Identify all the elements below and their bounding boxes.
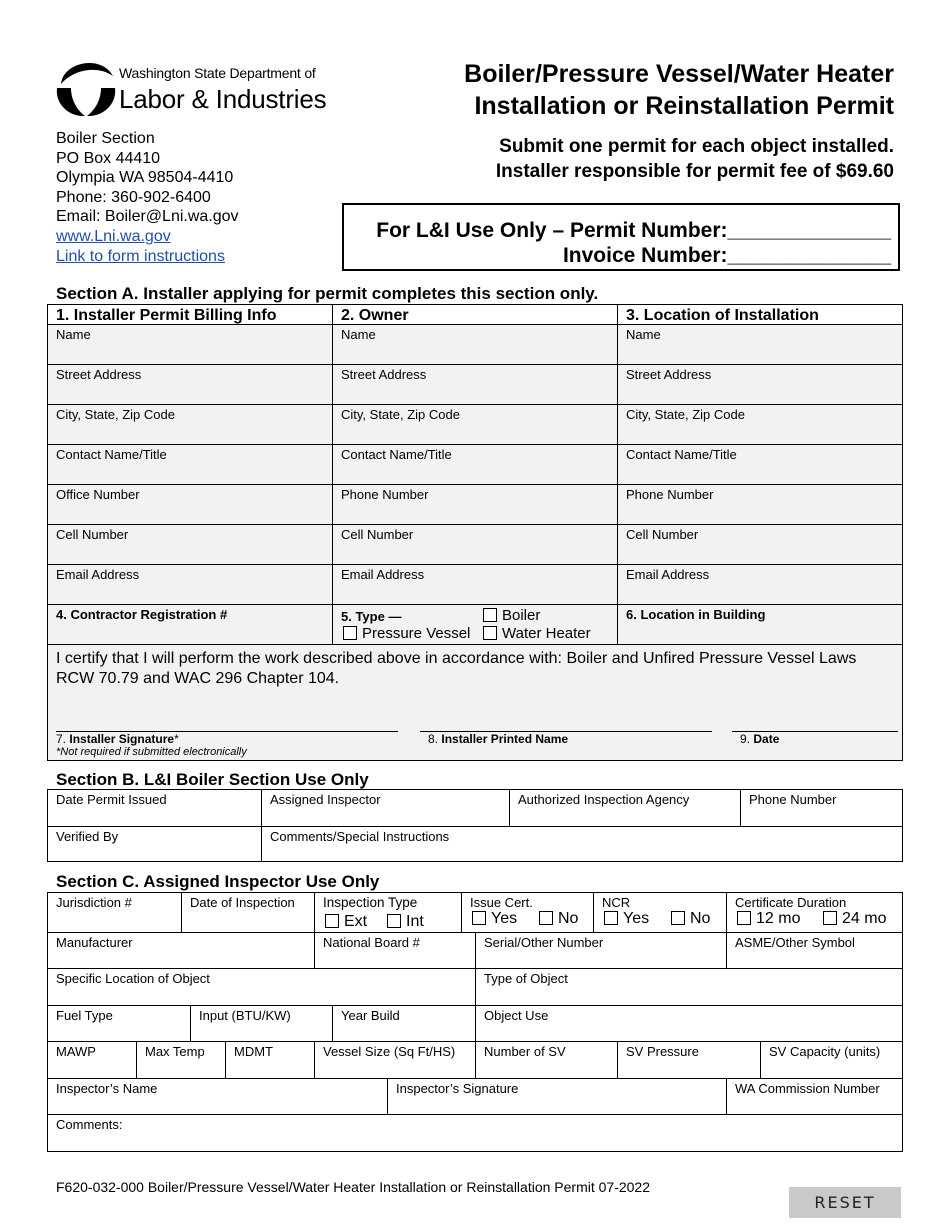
inspector-signature-field[interactable]: Inspector’s Signature <box>387 1078 727 1115</box>
form-subtitle <box>496 134 894 184</box>
subtitle-line1: Submit one permit for each object installed. <box>499 136 894 157</box>
type-cell <box>332 604 618 645</box>
type-of-object-field[interactable]: Type of Object <box>475 968 903 1006</box>
lni-logo-icon <box>55 54 117 118</box>
installer-office-field[interactable]: Office Number <box>47 484 333 525</box>
checkbox-icon <box>671 911 685 925</box>
jurisdiction-field[interactable]: Jurisdiction # <box>47 892 182 933</box>
type-label: 5. Type — <box>341 609 402 624</box>
section-a-title: Section A. Installer applying for permit completes this section only. <box>56 284 599 303</box>
certification-block <box>47 644 903 761</box>
checkbox-icon <box>823 911 837 925</box>
installer-city-field[interactable]: City, State, Zip Code <box>47 404 333 445</box>
date-of-inspection-field[interactable]: Date of Inspection <box>181 892 315 933</box>
serial-number-field[interactable]: Serial/Other Number <box>475 932 727 969</box>
location-cell-field[interactable]: Cell Number <box>617 524 903 565</box>
ncr-no-option[interactable]: No <box>671 910 710 928</box>
vessel-size-field[interactable]: Vessel Size (Sq Ft/HS) <box>314 1041 476 1079</box>
section-c-title: Section C. Assigned Inspector Use Only <box>56 872 380 891</box>
installer-street-field[interactable]: Street Address <box>47 364 333 405</box>
location-street-field[interactable]: Street Address <box>617 364 903 405</box>
ncr-cell: NCR Yes No <box>593 892 727 933</box>
input-btu-field[interactable]: Input (BTU/KW) <box>190 1005 333 1042</box>
signature-note: *Not required if submitted electronically <box>56 746 247 758</box>
section-b-phone-field[interactable]: Phone Number <box>740 789 903 827</box>
lni-use-box <box>342 203 900 271</box>
type-boiler-option[interactable]: Boiler <box>483 607 540 624</box>
certification-text: I certify that I will perform the work described above in accordance with: Boiler and Unfired Pressure Vessel Laws RCW 70.79 and WAC 296 Chapter 104. <box>56 650 857 687</box>
checkbox-icon <box>483 608 497 622</box>
title-line1: Boiler/Pressure Vessel/Water Heater <box>464 60 894 88</box>
max-temp-field[interactable]: Max Temp <box>136 1041 226 1079</box>
type-pressure-vessel-option[interactable]: Pressure Vessel <box>343 625 470 642</box>
form-title <box>464 58 894 122</box>
address-line: PO Box 44410 <box>56 149 161 167</box>
asme-symbol-field[interactable]: ASME/Other Symbol <box>726 932 903 969</box>
owner-contact-field[interactable]: Contact Name/Title <box>332 444 618 485</box>
issue-cert-yes-option[interactable]: Yes <box>472 910 517 928</box>
comments-field[interactable]: Comments: <box>47 1114 903 1152</box>
duration-12mo-option[interactable]: 12 mo <box>737 910 800 928</box>
invoice-number-field[interactable]: Invoice Number:______________ <box>562 244 891 267</box>
address-line: Email: Boiler@Lni.wa.gov <box>56 208 239 226</box>
year-build-field[interactable]: Year Build <box>332 1005 476 1042</box>
specific-location-field[interactable]: Specific Location of Object <box>47 968 476 1006</box>
website-link[interactable]: www.Lni.wa.gov <box>56 227 171 245</box>
number-of-sv-field[interactable]: Number of SV <box>475 1041 618 1079</box>
date-label: 9. Date <box>740 732 780 746</box>
col2-header: 2. Owner <box>341 307 409 324</box>
checkbox-icon <box>472 911 486 925</box>
printed-name-label: 8. Installer Printed Name <box>428 732 569 746</box>
checkbox-icon <box>737 911 751 925</box>
owner-street-field[interactable]: Street Address <box>332 364 618 405</box>
subtitle-line2: Installer responsible for permit fee of $69.60 <box>495 161 894 182</box>
location-city-field[interactable]: City, State, Zip Code <box>617 404 903 445</box>
form-id-footer: F620-032-000 Boiler/Pressure Vessel/Water Heater Installation or Reinstallation Permit 07-2022 <box>56 1179 651 1195</box>
inspection-ext-option[interactable]: Ext <box>325 913 367 931</box>
national-board-field[interactable]: National Board # <box>314 932 476 969</box>
inspector-name-field[interactable]: Inspector’s Name <box>47 1078 388 1115</box>
instructions-link[interactable]: Link to form instructions <box>56 247 225 265</box>
checkbox-icon <box>343 626 357 640</box>
checkbox-icon <box>387 914 401 928</box>
address-line: Olympia WA 98504-4410 <box>56 169 234 187</box>
owner-email-field[interactable]: Email Address <box>332 564 618 605</box>
address-block <box>56 129 239 266</box>
installer-cell-field[interactable]: Cell Number <box>47 524 333 565</box>
mawp-field[interactable]: MAWP <box>47 1041 137 1079</box>
checkbox-icon <box>539 911 553 925</box>
checkbox-icon <box>483 626 497 640</box>
date-permit-issued-field[interactable]: Date Permit Issued <box>47 789 262 827</box>
installer-contact-field[interactable]: Contact Name/Title <box>47 444 333 485</box>
owner-cell-field[interactable]: Cell Number <box>332 524 618 565</box>
owner-city-field[interactable]: City, State, Zip Code <box>332 404 618 445</box>
installer-signature-label: 7. Installer Signature* <box>56 732 179 746</box>
title-line2: Installation or Reinstallation Permit <box>474 92 894 120</box>
location-contact-field[interactable]: Contact Name/Title <box>617 444 903 485</box>
col3-header: 3. Location of Installation <box>626 307 819 324</box>
installer-name-field[interactable]: Name <box>47 324 333 365</box>
location-phone-field[interactable]: Phone Number <box>617 484 903 525</box>
checkbox-icon <box>604 911 618 925</box>
issue-cert-cell: Issue Cert. Yes No <box>461 892 594 933</box>
type-water-heater-option[interactable]: Water Heater <box>483 625 591 642</box>
assigned-inspector-field[interactable]: Assigned Inspector <box>261 789 510 827</box>
col1-header-cell <box>47 304 333 325</box>
issue-cert-no-option[interactable]: No <box>539 910 578 928</box>
sv-pressure-field[interactable]: SV Pressure <box>617 1041 761 1079</box>
section-b-title: Section B. L&I Boiler Section Use Only <box>56 770 369 789</box>
reset-button[interactable]: RESET <box>789 1187 901 1218</box>
object-use-field[interactable]: Object Use <box>475 1005 903 1042</box>
col3-header-cell <box>617 304 903 325</box>
ncr-yes-option[interactable]: Yes <box>604 910 649 928</box>
duration-24mo-option[interactable]: 24 mo <box>823 910 886 928</box>
certificate-duration-cell: Certificate Duration 12 mo 24 mo <box>726 892 903 933</box>
location-in-building-field[interactable]: 6. Location in Building <box>617 604 903 645</box>
owner-name-field[interactable]: Name <box>332 324 618 365</box>
location-email-field[interactable]: Email Address <box>617 564 903 605</box>
verified-by-field[interactable]: Verified By <box>47 826 262 862</box>
permit-number-field[interactable]: For L&I Use Only – Permit Number:______________ <box>376 219 891 242</box>
agency-name-line1: Washington State Department of <box>119 65 316 81</box>
address-line: Phone: 360-902-6400 <box>56 188 211 206</box>
authorized-agency-field[interactable]: Authorized Inspection Agency <box>509 789 741 827</box>
col1-header: 1. Installer Permit Billing Info <box>56 307 277 324</box>
comments-special-field[interactable]: Comments/Special Instructions <box>261 826 903 862</box>
sv-capacity-field[interactable]: SV Capacity (units) <box>760 1041 903 1079</box>
mdmt-field[interactable]: MDMT <box>225 1041 315 1079</box>
location-name-field[interactable]: Name <box>617 324 903 365</box>
manufacturer-field[interactable]: Manufacturer <box>47 932 315 969</box>
installer-email-field[interactable]: Email Address <box>47 564 333 605</box>
wa-commission-field[interactable]: WA Commission Number <box>726 1078 903 1115</box>
fuel-type-field[interactable]: Fuel Type <box>47 1005 191 1042</box>
agency-name-line2: Labor & Industries <box>119 84 327 114</box>
contractor-registration-field[interactable]: 4. Contractor Registration # <box>47 604 333 645</box>
col2-header-cell <box>332 304 618 325</box>
address-line: Boiler Section <box>56 130 155 147</box>
owner-phone-field[interactable]: Phone Number <box>332 484 618 525</box>
inspection-int-option[interactable]: Int <box>387 913 424 931</box>
checkbox-icon <box>325 914 339 928</box>
agency-logo <box>55 54 325 118</box>
inspection-type-cell: Inspection Type Ext Int <box>314 892 462 933</box>
